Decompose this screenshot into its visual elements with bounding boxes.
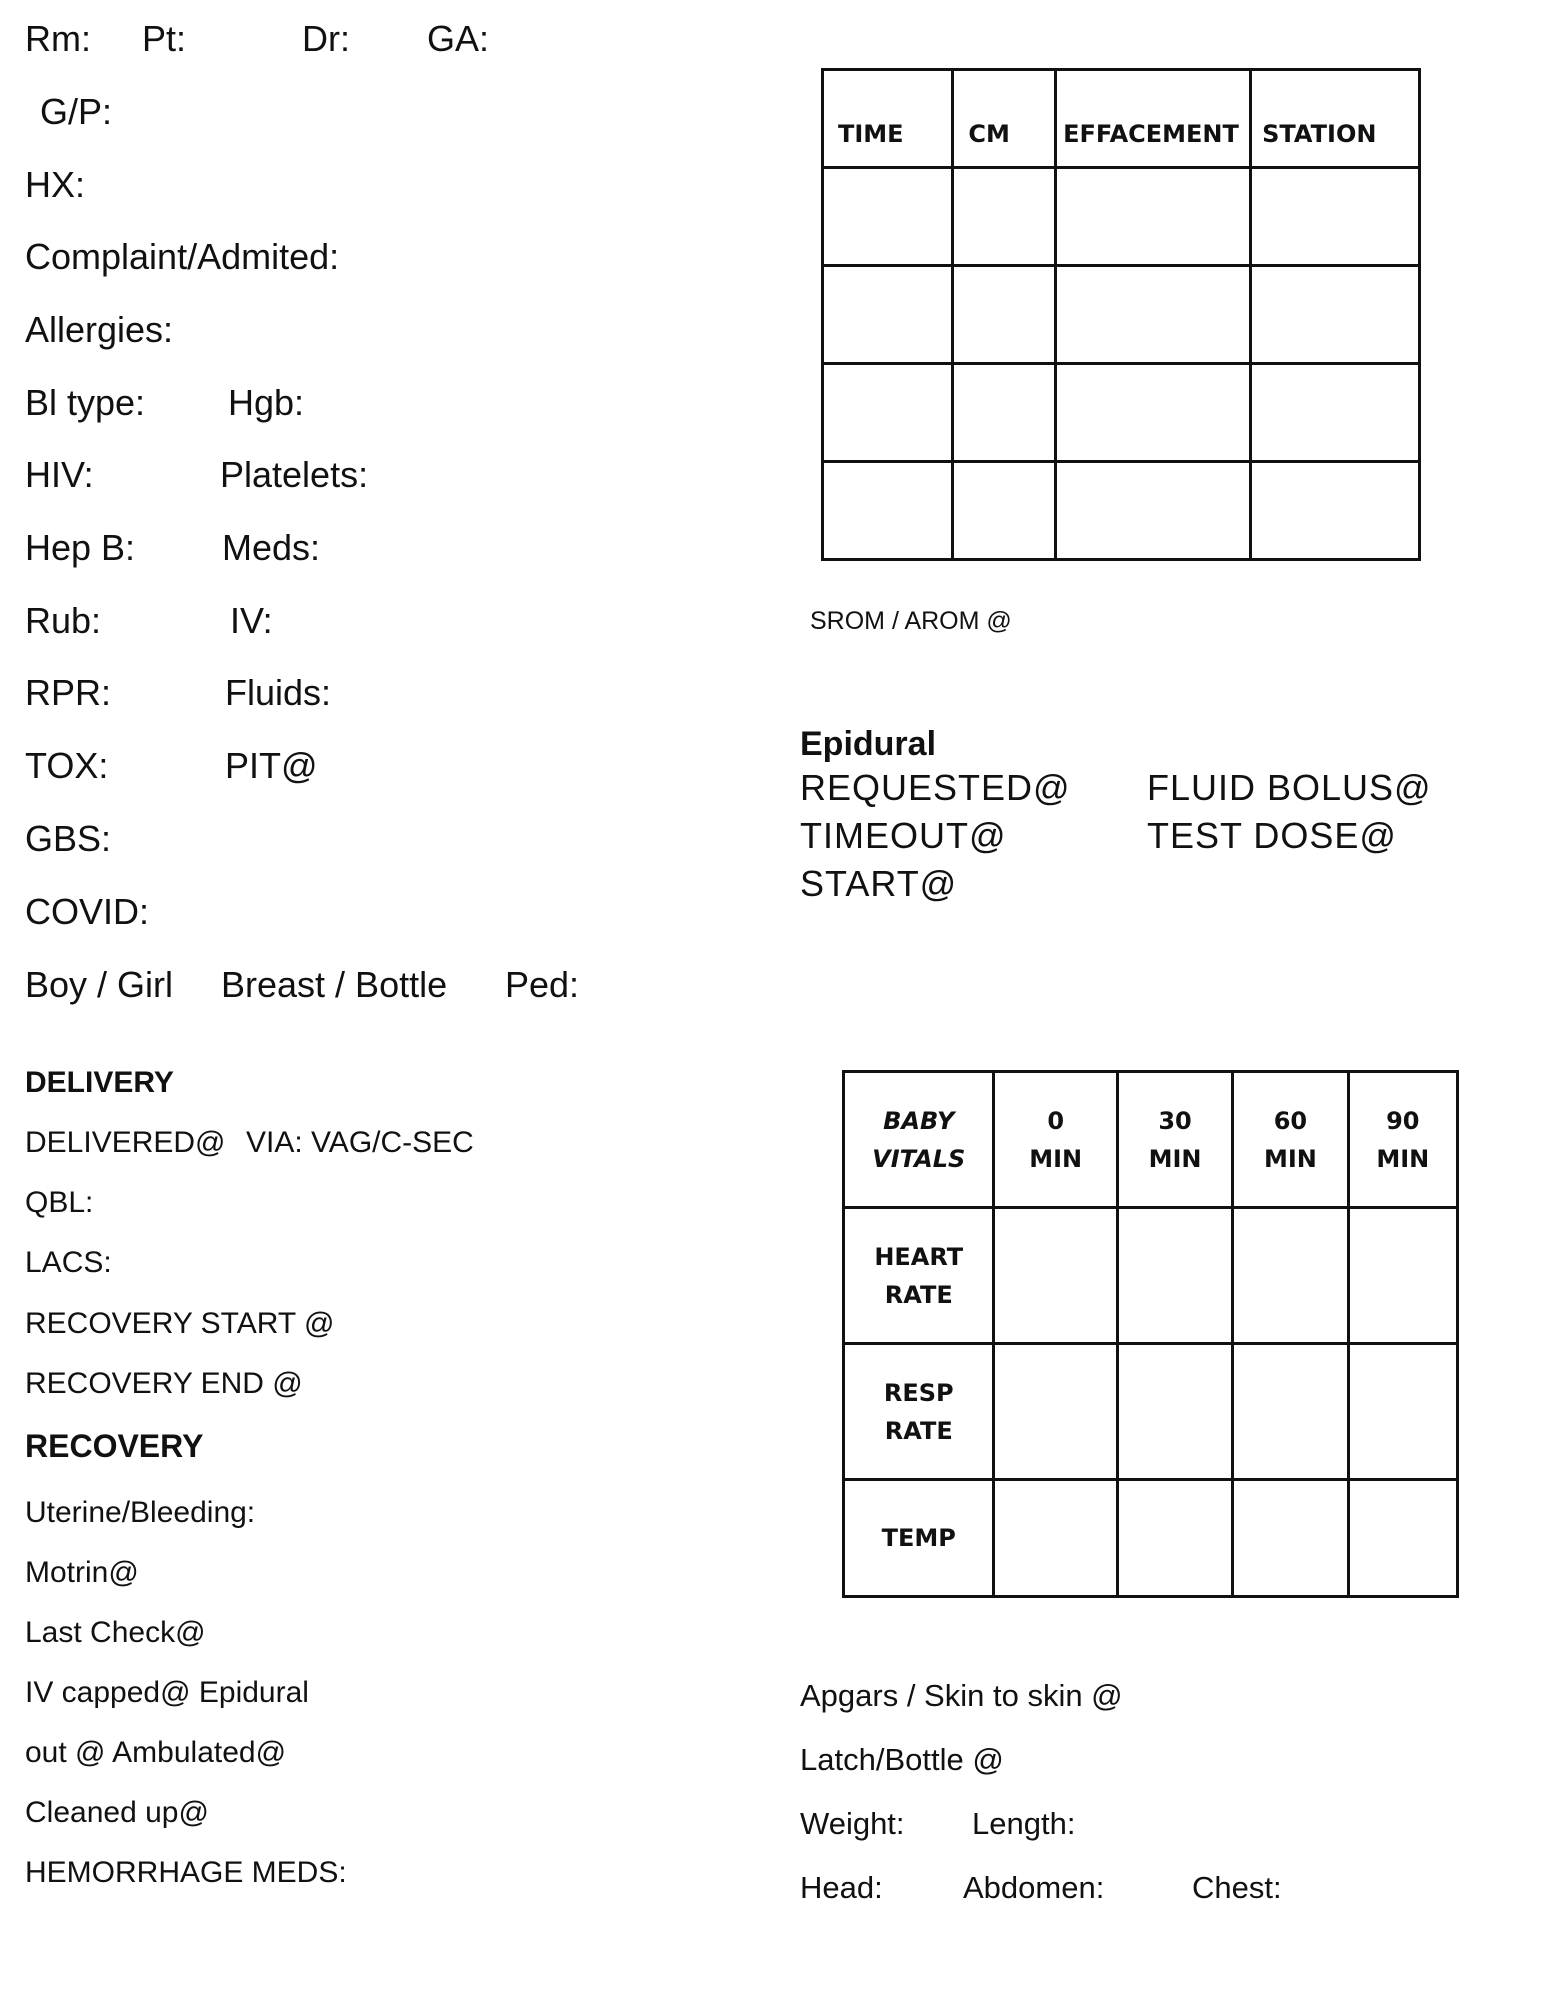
length-label: Length: xyxy=(972,1806,1076,1841)
feeding-option: Breast / Bottle xyxy=(221,964,448,1005)
table-row xyxy=(844,1208,1458,1344)
apgars-label: Apgars / Skin to skin @ xyxy=(800,1678,1123,1713)
rm-label: Rm: xyxy=(25,18,91,59)
recovery-end-label: RECOVERY END @ xyxy=(25,1367,303,1400)
column-value: 60 xyxy=(1273,1106,1308,1135)
hgb-label: Hgb: xyxy=(228,382,305,423)
baby-vitals-table xyxy=(842,1070,1459,1598)
labor-cell[interactable] xyxy=(823,364,953,462)
column-unit: MIN xyxy=(1148,1144,1202,1173)
ambulated-label: out @ Ambulated@ xyxy=(25,1736,287,1769)
labor-cell[interactable] xyxy=(953,364,1056,462)
gbs-label: GBS: xyxy=(25,818,112,859)
dr-label: Dr: xyxy=(302,18,350,59)
complaint-label: Complaint/Admited: xyxy=(25,236,340,277)
row-label: RATE xyxy=(884,1416,953,1445)
vitals-cell[interactable] xyxy=(1233,1344,1348,1480)
row-resp-rate xyxy=(844,1344,994,1480)
labor-cell[interactable] xyxy=(1251,364,1420,462)
row-label: TEMP xyxy=(881,1524,956,1552)
header-effacement: EFFACEMENT xyxy=(1056,70,1251,168)
row-temp xyxy=(844,1480,994,1597)
labor-cell[interactable] xyxy=(1056,364,1251,462)
epidural-heading: Epidural xyxy=(800,725,937,763)
pt-label: Pt: xyxy=(142,18,187,59)
labor-cell[interactable] xyxy=(953,168,1056,266)
vitals-cell[interactable] xyxy=(1348,1344,1457,1480)
ga-label: GA: xyxy=(427,18,490,59)
labor-cell[interactable] xyxy=(1056,168,1251,266)
platelets-label: Platelets: xyxy=(220,454,369,495)
abdomen-label: Abdomen: xyxy=(963,1870,1105,1905)
fluids-label: Fluids: xyxy=(225,672,332,713)
labor-cell[interactable] xyxy=(1056,266,1251,364)
covid-label: COVID: xyxy=(25,891,150,932)
allergies-label: Allergies: xyxy=(25,309,174,350)
vitals-cell[interactable] xyxy=(1233,1480,1348,1597)
header-station: STATION xyxy=(1251,70,1420,168)
column-unit: MIN xyxy=(1263,1144,1317,1173)
epidural-start-label: START@ xyxy=(800,863,958,904)
labor-cell[interactable] xyxy=(953,266,1056,364)
corner-line: VITALS xyxy=(872,1144,966,1173)
baby-vitals-corner xyxy=(844,1072,994,1208)
tox-label: TOX: xyxy=(25,745,109,786)
row-heart-rate xyxy=(844,1208,994,1344)
recovery-heading: RECOVERY xyxy=(25,1428,204,1464)
sex-option: Boy / Girl xyxy=(25,964,174,1005)
test-dose-label: TEST DOSE@ xyxy=(1147,815,1397,856)
qbl-label: QBL: xyxy=(25,1186,94,1219)
epidural-requested-label: REQUESTED@ xyxy=(800,767,1071,808)
rubella-label: Rub: xyxy=(25,600,102,641)
vitals-cell[interactable] xyxy=(1348,1208,1457,1344)
labor-cell[interactable] xyxy=(823,462,953,560)
delivery-via-label: VIA: VAG/C-SEC xyxy=(246,1126,474,1159)
rpr-label: RPR: xyxy=(25,672,112,713)
uterine-bleeding-label: Uterine/Bleeding: xyxy=(25,1496,256,1529)
row-label: RESP xyxy=(883,1378,954,1407)
labor-cell[interactable] xyxy=(823,266,953,364)
corner-line: BABY xyxy=(883,1106,955,1135)
meds-label: Meds: xyxy=(222,527,321,568)
column-0-min xyxy=(994,1072,1117,1208)
iv-capped-label: IV capped@ Epidural xyxy=(25,1676,309,1709)
column-30-min xyxy=(1117,1072,1232,1208)
vitals-cell[interactable] xyxy=(1233,1208,1348,1344)
labor-cell[interactable] xyxy=(1251,462,1420,560)
delivery-heading: DELIVERY xyxy=(25,1066,174,1099)
epidural-timeout-label: TIMEOUT@ xyxy=(800,815,1007,856)
iv-label: IV: xyxy=(230,600,273,641)
table-row xyxy=(844,1344,1458,1480)
hep-b-label: Hep B: xyxy=(25,527,136,568)
header-cm: CM xyxy=(953,70,1056,168)
hx-label: HX: xyxy=(25,164,86,205)
column-60-min xyxy=(1233,1072,1348,1208)
head-label: Head: xyxy=(800,1870,883,1905)
chest-label: Chest: xyxy=(1192,1870,1282,1905)
blood-type-label: Bl type: xyxy=(25,382,146,423)
labor-cell[interactable] xyxy=(953,462,1056,560)
row-label: RATE xyxy=(884,1280,953,1309)
table-row xyxy=(844,1480,1458,1597)
column-value: 0 xyxy=(1047,1106,1065,1135)
motrin-label: Motrin@ xyxy=(25,1556,139,1589)
column-90-min xyxy=(1348,1072,1457,1208)
cleaned-up-label: Cleaned up@ xyxy=(25,1796,209,1829)
labor-cell[interactable] xyxy=(1056,462,1251,560)
pit-label: PIT@ xyxy=(225,745,318,786)
vitals-cell[interactable] xyxy=(994,1208,1117,1344)
table-row xyxy=(823,462,1420,560)
vitals-cell[interactable] xyxy=(1117,1480,1232,1597)
table-row xyxy=(823,168,1420,266)
hiv-label: HIV: xyxy=(25,454,94,495)
column-value: 30 xyxy=(1158,1106,1192,1135)
labor-cell[interactable] xyxy=(1251,168,1420,266)
rom-label: SROM / AROM @ xyxy=(810,607,1012,635)
vitals-cell[interactable] xyxy=(994,1480,1117,1597)
vitals-cell[interactable] xyxy=(994,1344,1117,1480)
pediatrician-label: Ped: xyxy=(505,964,580,1005)
labor-cell[interactable] xyxy=(1251,266,1420,364)
header-time: TIME xyxy=(823,70,953,168)
column-unit: MIN xyxy=(1029,1144,1083,1173)
gp-label: G/P: xyxy=(40,91,113,132)
row-label: HEART xyxy=(874,1242,964,1271)
weight-label: Weight: xyxy=(800,1806,905,1841)
vitals-cell[interactable] xyxy=(1348,1480,1457,1597)
table-row xyxy=(823,266,1420,364)
column-unit: MIN xyxy=(1376,1144,1430,1173)
latch-bottle-label: Latch/Bottle @ xyxy=(800,1742,1004,1777)
labor-cell[interactable] xyxy=(823,168,953,266)
fluid-bolus-label: FLUID BOLUS@ xyxy=(1147,767,1432,808)
labor-progress-table xyxy=(821,68,1421,561)
delivered-label: DELIVERED@ xyxy=(25,1126,226,1159)
column-value: 90 xyxy=(1386,1106,1420,1135)
table-row xyxy=(823,364,1420,462)
vitals-cell[interactable] xyxy=(1117,1344,1232,1480)
vitals-cell[interactable] xyxy=(1117,1208,1232,1344)
lacs-label: LACS: xyxy=(25,1246,112,1279)
hemorrhage-meds-label: HEMORRHAGE MEDS: xyxy=(25,1856,347,1889)
last-check-label: Last Check@ xyxy=(25,1616,206,1649)
recovery-start-label: RECOVERY START @ xyxy=(25,1307,335,1340)
